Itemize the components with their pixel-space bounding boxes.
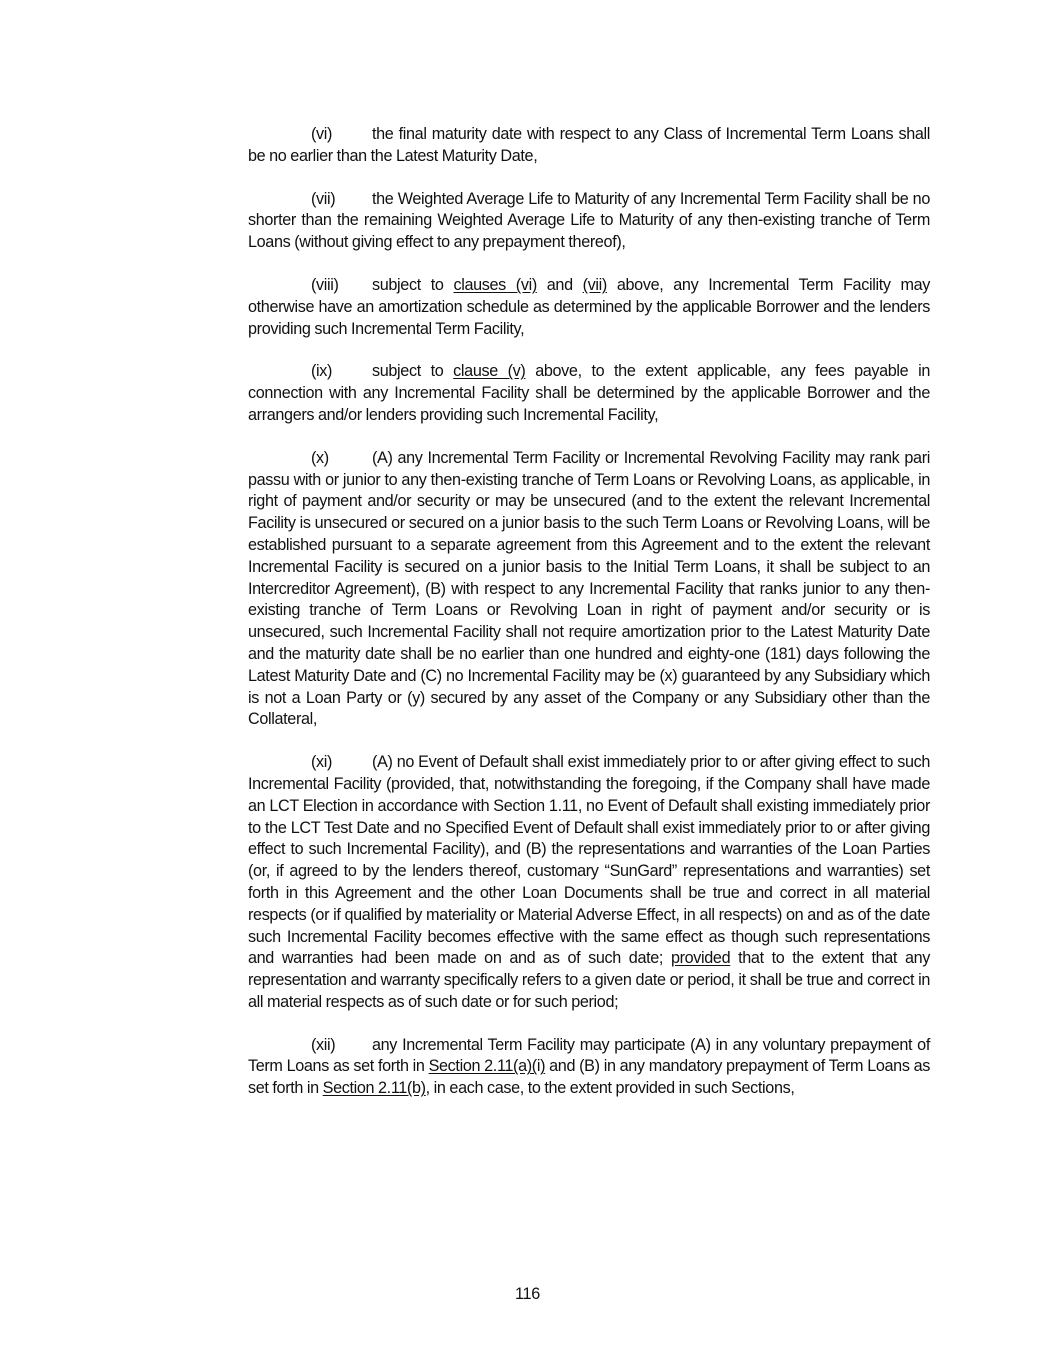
clause-number: (x) [311,448,329,467]
cross-reference: provided [670,949,731,968]
clause-text: (A) any Incremental Term Facility or Incremental Revolving Facility may rank [372,448,905,467]
clause-text: (A) no Event of Default shall exist immediately prior to or after giving effect to such Incremental Facility (provided, that, notwithstanding the foregoing, if the Company shall have made an LCT Election in accordance with Section 1.11, no Event of Default shall existing immediately prior to the LCT Test Date and no Specified Event of Default shall exist immediately prior to or after giving effect to such Incremental Facility), and (B) the representations and warranties of the Loan Parties (or, if agreed to by the lenders thereof, customary “SunGard” representations and warranties) set forth in this Agreement and the other Loan Documents shall be true and correct in all material respects (or if qualified by materiality or Material Adverse Effect, in all respects) on and as of the date such Incremental Facility becomes effective with the same effect as though such representations and warranties had been made on and as of such date; [248,753,930,968]
clause-text: and [536,275,583,294]
clause-paragraph [248,752,930,1014]
clause-paragraph [248,275,930,340]
clause-text: , in each case, to the extent provided in such Sections, [425,1079,795,1098]
clause-paragraph [248,1035,930,1100]
latin-term: pari passu [248,448,930,489]
clause-paragraph [248,189,930,254]
clause-number: (vi) [311,125,333,143]
clause-number: (viii) [311,275,339,294]
clause-text: the Weighted Average Life to Maturity of any Incremental Term Facility shall be no shorter than the remaining Weighted Average Life to Maturity of any then-existing tranche of Term Loans (without giving effect to any prepayment thereof), [248,189,930,252]
clause-text: above, any Incremental Term Facility may otherwise have an amortization schedule as determined by the applicable Borrower and the lenders providing such Incremental Term Facility, [248,275,931,338]
clause-text: subject to [372,362,454,381]
cross-reference: clauses (vi) [453,275,537,294]
clause-paragraph [248,448,930,731]
page-number: 116 [515,1285,540,1303]
clause-text: and (B) in any mandatory prepayment of Term Loans as set forth in [248,1057,930,1098]
clause-text: the final maturity date with respect to any Class of Incremental Term Loans shall be no earlier than the Latest Maturity Date, [248,125,930,165]
clause-number: (vii) [311,189,336,208]
document-body [248,124,930,1121]
clause-text: with or junior to any then-existing tranche of Term Loans or Revolving Loans, as applicable, in right of payment and/or security or may be unsecured (and to the extent the relevant Incremental Facility is unsecured or secured on a junior basis to the such Term Loans or Revolving Loans, will be established pursuant to a separate agreement from this Agreement and to the extent the relevant Incremental Facility is secured on a junior basis to the Initial Term Loans, it shall be subject to an Intercreditor Agreement), (B) with respect to any Incremental Facility that ranks junior to any then-existing tranche of Term Loans or Revolving Loan in right of payment and/or security or is unsecured, such Incremental Facility shall not require amortization prior to the Latest Maturity Date and the maturity date shall be no earlier than one hundred and eighty-one (181) days following the Latest Maturity Date and (C) no Incremental Facility may be (x) guaranteed by any Subsidiary which is not a Loan Party or (y) secured by any asset of the Company or any Subsidiary other than the Collateral, [248,470,930,729]
clause-text: any Incremental Term Facility may participate (A) in any voluntary prepayment of Term Loans as set forth in [248,1035,930,1076]
cross-reference: Section 2.11(a)(i) [428,1057,546,1076]
clause-text: that to the extent that any representation and warranty specifically refers to a given date or period, it shall be true and correct in all material respects as of such date or for such period; [248,949,930,1011]
clause-text: above, to the extent applicable, any fees payable in connection with any Incremental Facility shall be determined by the applicable Borrower and the arrangers and/or lenders providing such Incremental Facility, [248,362,930,424]
clause-paragraph [248,361,930,426]
cross-reference: (vii) [582,275,607,294]
clause-number: (xi) [311,753,333,772]
clause-number: (xii) [311,1035,336,1054]
cross-reference: clause (v) [453,362,526,381]
cross-reference: Section 2.11(b) [322,1079,426,1098]
clause-text: subject to [372,275,454,294]
clause-paragraph [248,124,930,168]
clause-number: (ix) [311,362,333,381]
